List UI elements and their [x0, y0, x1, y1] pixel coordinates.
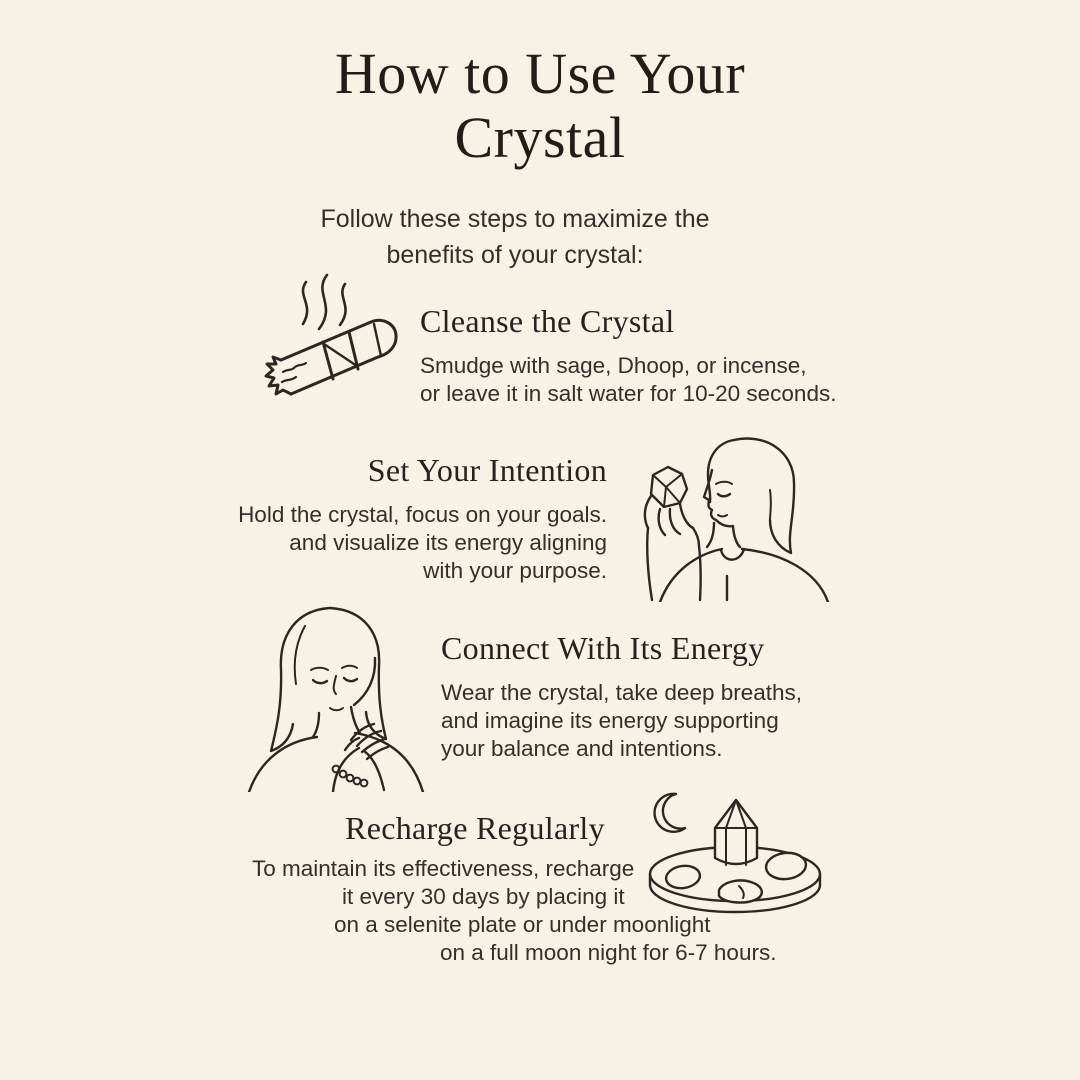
intro-line1: Follow these steps to maximize the [320, 205, 710, 233]
step-intention-line2: and visualize its energy aligning [289, 530, 607, 555]
step-connect-line1: Wear the crystal, take deep breaths, [441, 680, 803, 705]
page-title [0, 42, 1080, 170]
step-intention [203, 452, 607, 585]
step-recharge-line3: on a selenite plate or under moonlight [334, 912, 711, 937]
step-cleanse [420, 303, 880, 408]
step-cleanse-heading: Cleanse the Crystal [420, 303, 675, 339]
selenite-plate-moonlight-icon [633, 786, 831, 914]
page-title-line1: How to Use Your [334, 41, 746, 106]
intro-line2: benefits of your crystal: [386, 241, 644, 270]
step-recharge-heading: Recharge Regularly [345, 810, 605, 846]
step-recharge-line4: on a full moon night for 6-7 hours. [440, 940, 777, 965]
step-intention-line1: Hold the crystal, focus on your goals. [238, 502, 607, 527]
step-recharge-line1: To maintain its effectiveness, recharge [252, 856, 635, 881]
smudge-stick-icon [243, 272, 415, 420]
step-recharge-line2: it every 30 days by placing it [342, 884, 625, 909]
step-connect-heading: Connect With Its Energy [441, 630, 765, 666]
woman-hand-on-chest-icon [233, 600, 435, 792]
step-connect [441, 630, 881, 763]
woman-holding-crystal-icon [620, 430, 852, 602]
step-intention-line3: with your purpose. [423, 558, 607, 583]
page-title-line2: Crystal [454, 104, 626, 170]
step-intention-heading: Set Your Intention [367, 452, 607, 488]
crescent-moon-icon [655, 794, 685, 832]
step-cleanse-line1: Smudge with sage, Dhoop, or incense, [420, 353, 807, 378]
step-cleanse-line2: or leave it in salt water for 10-20 seconds. [420, 381, 837, 406]
step-connect-line2: and imagine its energy supporting [441, 708, 779, 733]
intro-text [0, 201, 1030, 274]
step-connect-line3: your balance and intentions. [441, 736, 723, 761]
